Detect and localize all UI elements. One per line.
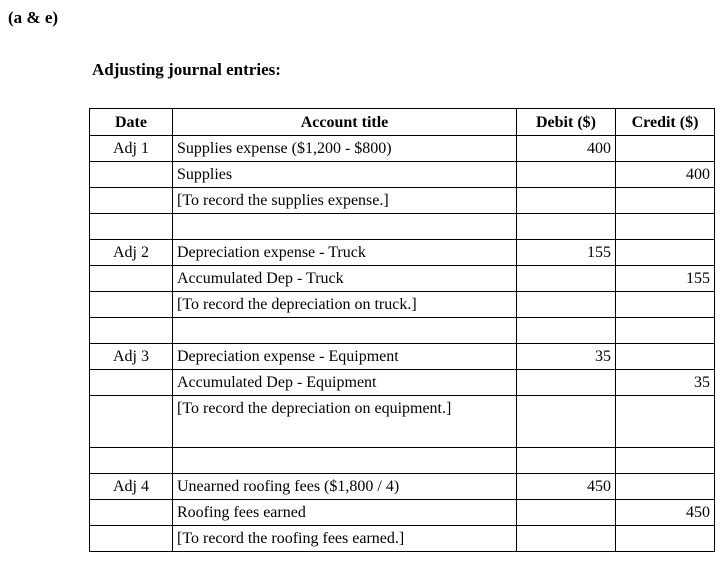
credit-cell xyxy=(616,136,715,162)
header-debit: Debit ($) xyxy=(517,109,616,136)
debit-cell: 400 xyxy=(517,136,616,162)
account-title-cell: Accumulated Dep - Truck xyxy=(173,266,517,292)
account-title-cell: [To record the roofing fees earned.] xyxy=(173,526,517,552)
table-row xyxy=(90,474,715,500)
account-title-cell: Depreciation expense - Truck xyxy=(173,240,517,266)
credit-cell xyxy=(616,240,715,266)
account-title-cell: Unearned roofing fees ($1,800 / 4) xyxy=(173,474,517,500)
credit-cell: 450 xyxy=(616,500,715,526)
date-cell xyxy=(90,370,173,396)
debit-cell: 155 xyxy=(517,240,616,266)
section-title: Adjusting journal entries: xyxy=(92,60,281,79)
debit-cell xyxy=(517,500,616,526)
account-title-cell: Roofing fees earned xyxy=(173,500,517,526)
debit-cell xyxy=(517,188,616,214)
header-date: Date xyxy=(90,109,173,136)
table-row xyxy=(90,396,715,448)
debit-cell: 450 xyxy=(517,474,616,500)
date-cell xyxy=(90,214,173,240)
date-cell: Adj 3 xyxy=(90,344,173,370)
header-credit: Credit ($) xyxy=(616,109,715,136)
journal-body xyxy=(90,136,715,552)
credit-cell xyxy=(616,292,715,318)
credit-cell xyxy=(616,448,715,474)
account-title-cell: Supplies expense ($1,200 - $800) xyxy=(173,136,517,162)
header-account-title: Account title xyxy=(173,109,517,136)
debit-cell xyxy=(517,266,616,292)
account-title-cell: [To record the depreciation on truck.] xyxy=(173,292,517,318)
debit-cell: 35 xyxy=(517,344,616,370)
date-cell xyxy=(90,318,173,344)
credit-cell: 35 xyxy=(616,370,715,396)
part-heading: (a & e) xyxy=(8,8,59,27)
date-cell xyxy=(90,500,173,526)
table-row xyxy=(90,240,715,266)
debit-cell xyxy=(517,292,616,318)
credit-cell xyxy=(616,188,715,214)
date-cell: Adj 4 xyxy=(90,474,173,500)
credit-cell xyxy=(616,396,715,448)
account-title-cell xyxy=(173,214,517,240)
table-row xyxy=(90,214,715,240)
account-title-cell: [To record the supplies expense.] xyxy=(173,188,517,214)
table-row xyxy=(90,526,715,552)
credit-cell xyxy=(616,344,715,370)
date-cell xyxy=(90,266,173,292)
date-cell: Adj 1 xyxy=(90,136,173,162)
table-row xyxy=(90,136,715,162)
date-cell xyxy=(90,396,173,448)
credit-cell xyxy=(616,526,715,552)
table-row xyxy=(90,188,715,214)
debit-cell xyxy=(517,318,616,344)
debit-cell xyxy=(517,526,616,552)
account-title-cell: Supplies xyxy=(173,162,517,188)
date-cell xyxy=(90,188,173,214)
account-title-cell: Accumulated Dep - Equipment xyxy=(173,370,517,396)
debit-cell xyxy=(517,396,616,448)
credit-cell xyxy=(616,474,715,500)
table-row xyxy=(90,162,715,188)
date-cell xyxy=(90,526,173,552)
date-cell: Adj 2 xyxy=(90,240,173,266)
table-row xyxy=(90,448,715,474)
journal-entries-table xyxy=(89,108,715,552)
account-title-cell: [To record the depreciation on equipment.] xyxy=(173,396,517,448)
debit-cell xyxy=(517,162,616,188)
table-row xyxy=(90,500,715,526)
table-row xyxy=(90,318,715,344)
debit-cell xyxy=(517,448,616,474)
account-title-cell xyxy=(173,318,517,344)
table-row xyxy=(90,292,715,318)
debit-cell xyxy=(517,214,616,240)
table-row xyxy=(90,266,715,292)
account-title-cell: Depreciation expense - Equipment xyxy=(173,344,517,370)
credit-cell: 400 xyxy=(616,162,715,188)
credit-cell: 155 xyxy=(616,266,715,292)
table-row xyxy=(90,344,715,370)
debit-cell xyxy=(517,370,616,396)
account-title-cell xyxy=(173,448,517,474)
date-cell xyxy=(90,448,173,474)
credit-cell xyxy=(616,318,715,344)
table-row xyxy=(90,370,715,396)
credit-cell xyxy=(616,214,715,240)
date-cell xyxy=(90,162,173,188)
date-cell xyxy=(90,292,173,318)
header-row xyxy=(90,109,715,136)
